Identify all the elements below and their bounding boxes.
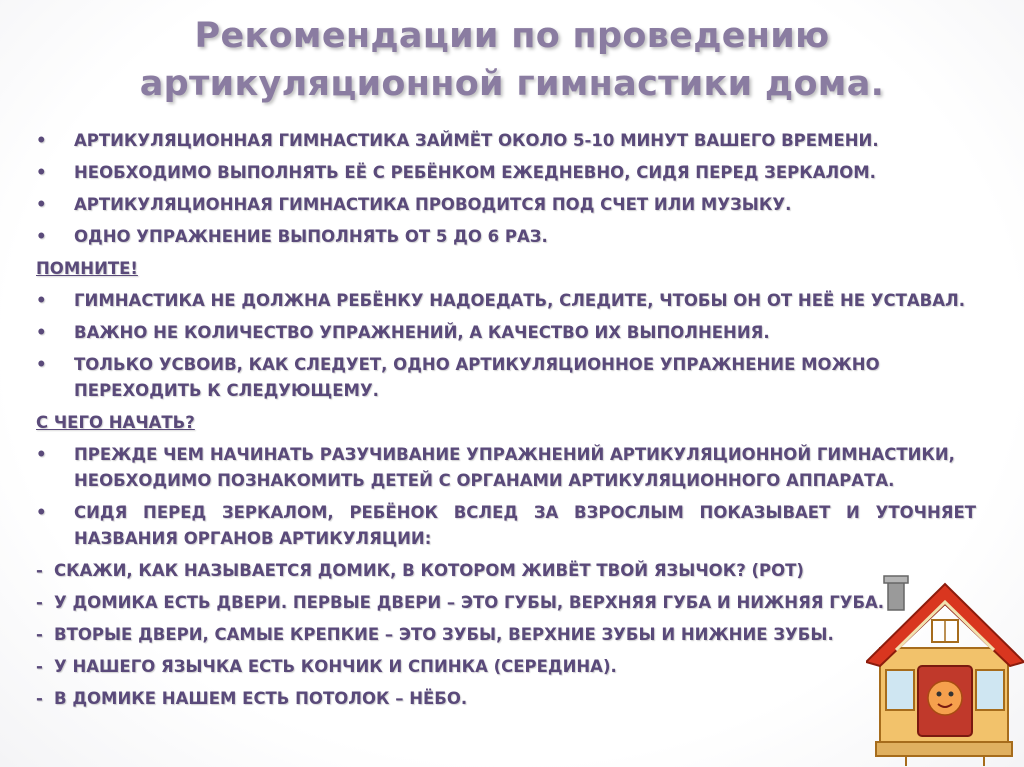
bullet-marker: • bbox=[36, 445, 47, 464]
bullet-marker: • bbox=[36, 195, 47, 214]
bullet-marker: • bbox=[36, 163, 47, 182]
list-item bbox=[36, 224, 976, 250]
dash-item-text: СКАЖИ, КАК НАЗЫВАЕТСЯ ДОМИК, В КОТОРОМ ЖИВЁТ ТВОЙ ЯЗЫЧОК? (РОТ) bbox=[54, 561, 804, 580]
list-item-text: ВАЖНО НЕ КОЛИЧЕСТВО УПРАЖНЕНИЙ, А КАЧЕСТВО ИХ ВЫПОЛНЕНИЯ. bbox=[74, 323, 770, 342]
list-item-text: ПРЕЖДЕ ЧЕМ НАЧИНАТЬ РАЗУЧИВАНИЕ УПРАЖНЕНИЙ АРТИКУЛЯЦИОННОЙ ГИМНАСТИКИ, НЕОБХОДИМО ПОЗНАКОМИТЬ ДЕТЕЙ С ОРГАНАМИ АРТИКУЛЯЦИОННОГО АППАРАТА. bbox=[74, 445, 955, 490]
dash-item bbox=[36, 686, 976, 712]
section-heading-start: С ЧЕГО НАЧАТЬ? bbox=[36, 413, 195, 432]
bullet-marker: • bbox=[36, 291, 47, 310]
bullet-marker: • bbox=[36, 227, 47, 246]
dash-item bbox=[36, 654, 976, 680]
list-item bbox=[36, 192, 976, 218]
list-item bbox=[36, 128, 976, 154]
dash-marker: - bbox=[36, 593, 43, 612]
list-item bbox=[36, 352, 976, 404]
list-item bbox=[36, 500, 976, 552]
list-item-text: ТОЛЬКО УСВОИВ, КАК СЛЕДУЕТ, ОДНО АРТИКУЛЯЦИОННОЕ УПРАЖНЕНИЕ МОЖНО ПЕРЕХОДИТЬ К СЛЕДУЮЩЕМУ. bbox=[74, 355, 880, 400]
bullet-marker: • bbox=[36, 503, 47, 522]
dash-item-text: В ДОМИКЕ НАШЕМ ЕСТЬ ПОТОЛОК – НЁБО. bbox=[54, 689, 468, 708]
list-item bbox=[36, 320, 976, 346]
list-item-text: ОДНО УПРАЖНЕНИЕ ВЫПОЛНЯТЬ ОТ 5 ДО 6 РАЗ. bbox=[74, 227, 548, 246]
dash-marker: - bbox=[36, 657, 43, 676]
dash-item-text: У НАШЕГО ЯЗЫЧКА ЕСТЬ КОНЧИК И СПИНКА (СЕРЕДИНА). bbox=[54, 657, 617, 676]
dash-item bbox=[36, 558, 976, 584]
slide-title: Рекомендации по проведению артикуляционной гимнастики дома. bbox=[139, 16, 885, 104]
bullet-marker: • bbox=[36, 131, 47, 150]
list-item-text: СИДЯ ПЕРЕД ЗЕРКАЛОМ, РЕБЁНОК ВСЛЕД ЗА ВЗРОСЛЫМ ПОКАЗЫВАЕТ И УТОЧНЯЕТ НАЗВАНИЯ ОРГАНОВ АРТИКУЛЯЦИИ: bbox=[74, 503, 976, 548]
dash-marker: - bbox=[36, 561, 43, 580]
dash-item bbox=[36, 622, 976, 648]
dash-item-text: У ДОМИКА ЕСТЬ ДВЕРИ. ПЕРВЫЕ ДВЕРИ – ЭТО ГУБЫ, ВЕРХНЯЯ ГУБА И НИЖНЯЯ ГУБА. bbox=[54, 593, 885, 612]
list-item-text: ГИМНАСТИКА НЕ ДОЛЖНА РЕБЁНКУ НАДОЕДАТЬ, СЛЕДИТЕ, ЧТОБЫ ОН ОТ НЕЁ НЕ УСТАВАЛ. bbox=[74, 291, 965, 310]
list-item-text: АРТИКУЛЯЦИОННАЯ ГИМНАСТИКА ПРОВОДИТСЯ ПОД СЧЕТ ИЛИ МУЗЫКУ. bbox=[74, 195, 792, 214]
list-item bbox=[36, 288, 976, 314]
list-item bbox=[36, 442, 976, 494]
dash-marker: - bbox=[36, 689, 43, 708]
section-heading-remember: ПОМНИТЕ! bbox=[36, 259, 138, 278]
dash-item bbox=[36, 590, 976, 616]
dash-item-text: ВТОРЫЕ ДВЕРИ, САМЫЕ КРЕПКИЕ – ЭТО ЗУБЫ, ВЕРХНИЕ ЗУБЫ И НИЖНИЕ ЗУБЫ. bbox=[54, 625, 834, 644]
bullet-marker: • bbox=[36, 323, 47, 342]
list-item bbox=[36, 160, 976, 186]
house-chimney bbox=[888, 580, 904, 610]
list-item-text: НЕОБХОДИМО ВЫПОЛНЯТЬ ЕЁ С РЕБЁНКОМ ЕЖЕДНЕВНО, СИДЯ ПЕРЕД ЗЕРКАЛОМ. bbox=[74, 163, 876, 182]
dash-marker: - bbox=[36, 625, 43, 644]
list-item-text: АРТИКУЛЯЦИОННАЯ ГИМНАСТИКА ЗАЙМЁТ ОКОЛО 5-10 МИНУТ ВАШЕГО ВРЕМЕНИ. bbox=[74, 131, 879, 150]
bullet-marker: • bbox=[36, 355, 47, 374]
character-face bbox=[928, 681, 962, 715]
slide-content bbox=[36, 128, 976, 718]
house-illustration bbox=[866, 570, 1024, 767]
